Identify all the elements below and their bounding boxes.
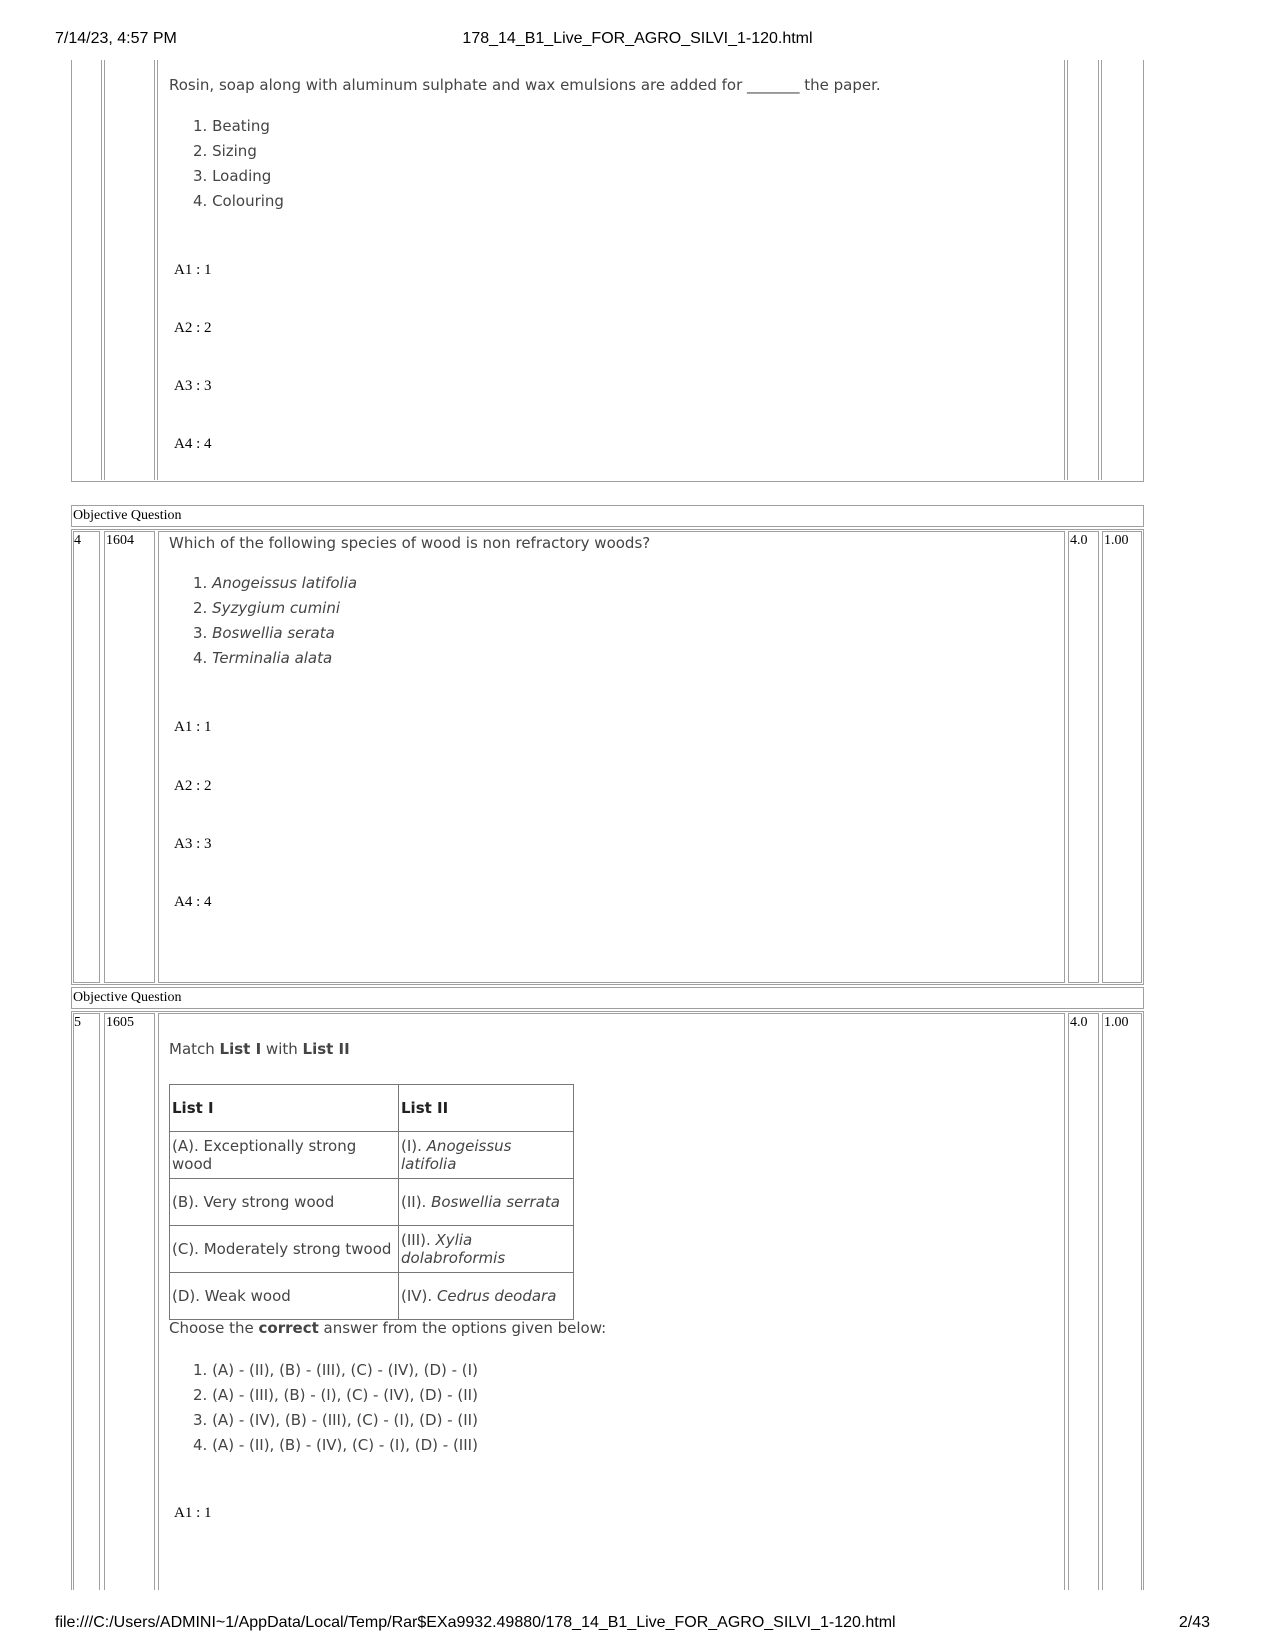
table-row: [170, 1226, 574, 1273]
q4-option-species: Syzygium cumini: [212, 599, 341, 617]
q5-id: 1605: [106, 1015, 134, 1030]
q4-option-number: 1.: [193, 574, 213, 592]
column-divider: [154, 60, 155, 480]
q4-id-cell: [104, 531, 155, 983]
q5-section-label: Objective Question: [73, 990, 182, 1005]
q3-option: 3. Loading: [193, 167, 272, 185]
q4-options: [193, 571, 357, 671]
q4-answer-3: A3 : 3: [174, 836, 212, 852]
q5-choose-text: Choose the: [169, 1319, 259, 1337]
q4-number-cell: [73, 531, 100, 983]
q4-option-number: 3.: [193, 624, 213, 642]
print-header: [55, 30, 1220, 52]
q5-option: 3. (A) - (IV), (B) - (III), (C) - (I), (D) - (II): [193, 1411, 478, 1429]
print-title: 178_14_B1_Live_FOR_AGRO_SILVI_1-120.html: [462, 30, 813, 47]
q3-question-text: Rosin, soap along with aluminum sulphate and wax emulsions are added for _______ the paper.: [169, 76, 881, 94]
q4-section-label: Objective Question: [73, 508, 182, 523]
q5-negative-cell: [1102, 1013, 1142, 1590]
q4-question-text: Which of the following species of wood is non refractory woods?: [169, 534, 651, 552]
q5-list-1-item: (A). Exceptionally strong wood: [170, 1132, 399, 1179]
q5-list-2-species: Boswellia serrata: [431, 1193, 560, 1211]
q5-list-2-item: [399, 1132, 574, 1179]
print-datetime: 7/14/23, 4:57 PM: [55, 30, 177, 47]
q5-marks-cell: [1068, 1013, 1099, 1590]
print-file-path: file:///C:/Users/ADMINI~1/AppData/Local/Temp/Rar$EXa9932.49880/178_14_B1_Live_FOR_AGRO_SILVI_1-120.html: [55, 1614, 896, 1631]
q5-option: 1. (A) - (II), (B) - (III), (C) - (IV), (D) - (I): [193, 1361, 478, 1379]
q5-list-2-number: (IV).: [401, 1287, 437, 1305]
q4-negative-marks: 1.00: [1104, 533, 1129, 548]
q5-list-2-number: (III).: [401, 1231, 436, 1249]
column-divider: [157, 60, 158, 480]
q5-list-2-species: Xylia dolabroformis: [401, 1231, 506, 1267]
q3-option: 4. Colouring: [193, 192, 284, 210]
column-divider: [1064, 60, 1065, 480]
q5-table-header-row: [170, 1085, 574, 1132]
q5-choose-text: answer from the options given below:: [318, 1319, 607, 1337]
q5-intro-bold: List II: [302, 1040, 350, 1058]
q3-answer-2: A2 : 2: [174, 320, 212, 336]
q5-list-2-item: [399, 1226, 574, 1273]
column-divider: [101, 60, 102, 480]
q4-number: 4: [74, 533, 81, 548]
q5-intro-text: with: [261, 1040, 303, 1058]
q4-section-header-frame: [71, 505, 1144, 527]
q3-answer-1: A1 : 1: [174, 262, 212, 278]
q5-match-table: [169, 1084, 574, 1320]
q4-id: 1604: [106, 533, 134, 548]
table-row: [170, 1132, 574, 1179]
q5-list-1-item: (D). Weak wood: [170, 1273, 399, 1320]
q4-option: [193, 571, 357, 596]
q5-table-header-list-1: List I: [170, 1085, 399, 1132]
q5-list-2-species: Cedrus deodara: [436, 1287, 557, 1305]
q5-intro-text: Match: [169, 1040, 220, 1058]
column-divider: [1101, 60, 1102, 480]
column-divider: [104, 60, 105, 480]
print-footer: [55, 1614, 1210, 1636]
q4-option-number: 2.: [193, 599, 213, 617]
q5-section-header-frame: [71, 987, 1144, 1009]
q5-answer-1: A1 : 1: [174, 1505, 212, 1521]
q5-options: [193, 1358, 478, 1458]
q5-list-2-number: (II).: [401, 1193, 432, 1211]
q4-option: [193, 646, 357, 671]
q3-answer-3: A3 : 3: [174, 378, 212, 394]
q4-option-species: Terminalia alata: [212, 649, 333, 667]
q4-option: [193, 621, 357, 646]
column-divider: [1098, 60, 1099, 480]
q5-list-2-item: [399, 1179, 574, 1226]
table-row: [170, 1273, 574, 1320]
q4-option-species: Anogeissus latifolia: [212, 574, 358, 592]
q5-choose-bold: correct: [258, 1319, 319, 1337]
q4-option-species: Boswellia serata: [212, 624, 335, 642]
q5-marks: 4.0: [1070, 1015, 1088, 1030]
column-divider: [1067, 60, 1068, 480]
q3-option: 1. Beating: [193, 117, 270, 135]
q5-negative-marks: 1.00: [1104, 1015, 1129, 1030]
q4-marks-cell: [1068, 531, 1099, 983]
q5-choose-instruction: [169, 1319, 606, 1337]
question-sheet: [71, 60, 1206, 1590]
q4-option: [193, 596, 357, 621]
q5-option: 2. (A) - (III), (B) - (I), (C) - (IV), (D) - (II): [193, 1386, 478, 1404]
q5-list-2-number: (I).: [401, 1137, 427, 1155]
q5-number-cell: [73, 1013, 100, 1590]
q5-intro-bold: List I: [219, 1040, 262, 1058]
table-row: [170, 1179, 574, 1226]
q4-negative-cell: [1102, 531, 1142, 983]
q5-option: 4. (A) - (II), (B) - (IV), (C) - (I), (D) - (III): [193, 1436, 478, 1454]
print-page-number: 2/43: [1178, 1614, 1210, 1631]
q4-answer-1: A1 : 1: [174, 719, 212, 735]
q3-option: 2. Sizing: [193, 142, 257, 160]
q4-answer-4: A4 : 4: [174, 894, 212, 910]
q5-id-cell: [104, 1013, 155, 1590]
q5-list-2-species: Anogeissus latifolia: [401, 1137, 512, 1173]
q4-option-number: 4.: [193, 649, 213, 667]
q5-list-1-item: (B). Very strong wood: [170, 1179, 399, 1226]
q4-answer-2: A2 : 2: [174, 778, 212, 794]
q5-list-2-item: [399, 1273, 574, 1320]
q5-list-1-item: (C). Moderately strong twood: [170, 1226, 399, 1273]
q4-marks: 4.0: [1070, 533, 1088, 548]
q5-table-header-list-2: List II: [399, 1085, 574, 1132]
q5-question-intro: [169, 1040, 350, 1058]
q5-number: 5: [74, 1015, 81, 1030]
q3-options: [193, 114, 284, 214]
q3-answer-4: A4 : 4: [174, 436, 212, 452]
